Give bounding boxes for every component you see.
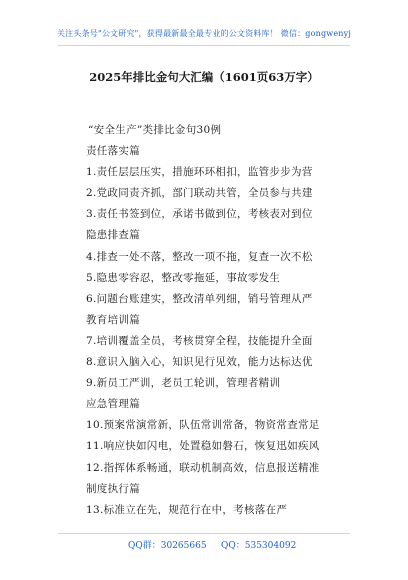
phrase-item: 6.问题台账建实，整改清单列细，销号管理从严 bbox=[86, 292, 313, 305]
footer-divider bbox=[58, 533, 350, 534]
document-body bbox=[86, 120, 356, 521]
qq-contact-text: QQ：535304092 bbox=[221, 541, 297, 551]
section-heading: 教育培训篇 bbox=[86, 313, 140, 326]
section-heading: 应急管理篇 bbox=[86, 398, 140, 411]
phrase-item: 1.责任层层压实，措施环环相扣，监管步步为营 bbox=[86, 166, 313, 179]
section-heading: 制度执行篇 bbox=[86, 482, 140, 495]
phrase-item: 7.培训覆盖全员，考核贯穿全程，技能提升全面 bbox=[86, 334, 313, 347]
header-banner: 关注头条号"公文研究"，获得最新最全最专业的公文资料库！ 微信：gongwenyj bbox=[56, 29, 352, 38]
header-divider bbox=[58, 45, 350, 46]
phrase-item: 5.隐患零容忍，整改零拖延，事故零发生 bbox=[86, 271, 281, 284]
section-heading: 隐患排查篇 bbox=[86, 229, 140, 242]
phrase-item: 12.指挥体系畅通，联动机制高效，信息报送精准 bbox=[86, 461, 320, 474]
phrase-item: 2.党政同责齐抓，部门联动共管，全员参与共建 bbox=[86, 187, 313, 200]
document-title: 2025年排比金句大汇编（1601页63万字） bbox=[89, 70, 319, 84]
phrase-item: 3.责任书签到位，承诺书做到位，考核表对到位 bbox=[86, 208, 313, 221]
phrase-item: 8.意识入脑入心，知识见行见效，能力达标达优 bbox=[86, 356, 313, 369]
phrase-item: 13.标准立在先，规范行在中，考核落在严 bbox=[86, 503, 288, 516]
phrase-item: 4.排查一处不落，整改一项不拖，复查一次不松 bbox=[86, 250, 313, 263]
phrase-item: 9.新员工严训，老员工轮训，管理者精训 bbox=[86, 377, 281, 390]
section-intro: “安全生产”类排比金句30例 bbox=[88, 124, 222, 136]
section-heading: 责任落实篇 bbox=[86, 145, 140, 158]
qq-group-text: QQ群：30265665 bbox=[128, 541, 207, 551]
phrase-item: 11.响应快如闪电，处置稳如磐石，恢复迅如疾风 bbox=[86, 440, 320, 453]
phrase-item: 10.预案常演常新，队伍常训常备，物资常查常足 bbox=[86, 419, 320, 432]
